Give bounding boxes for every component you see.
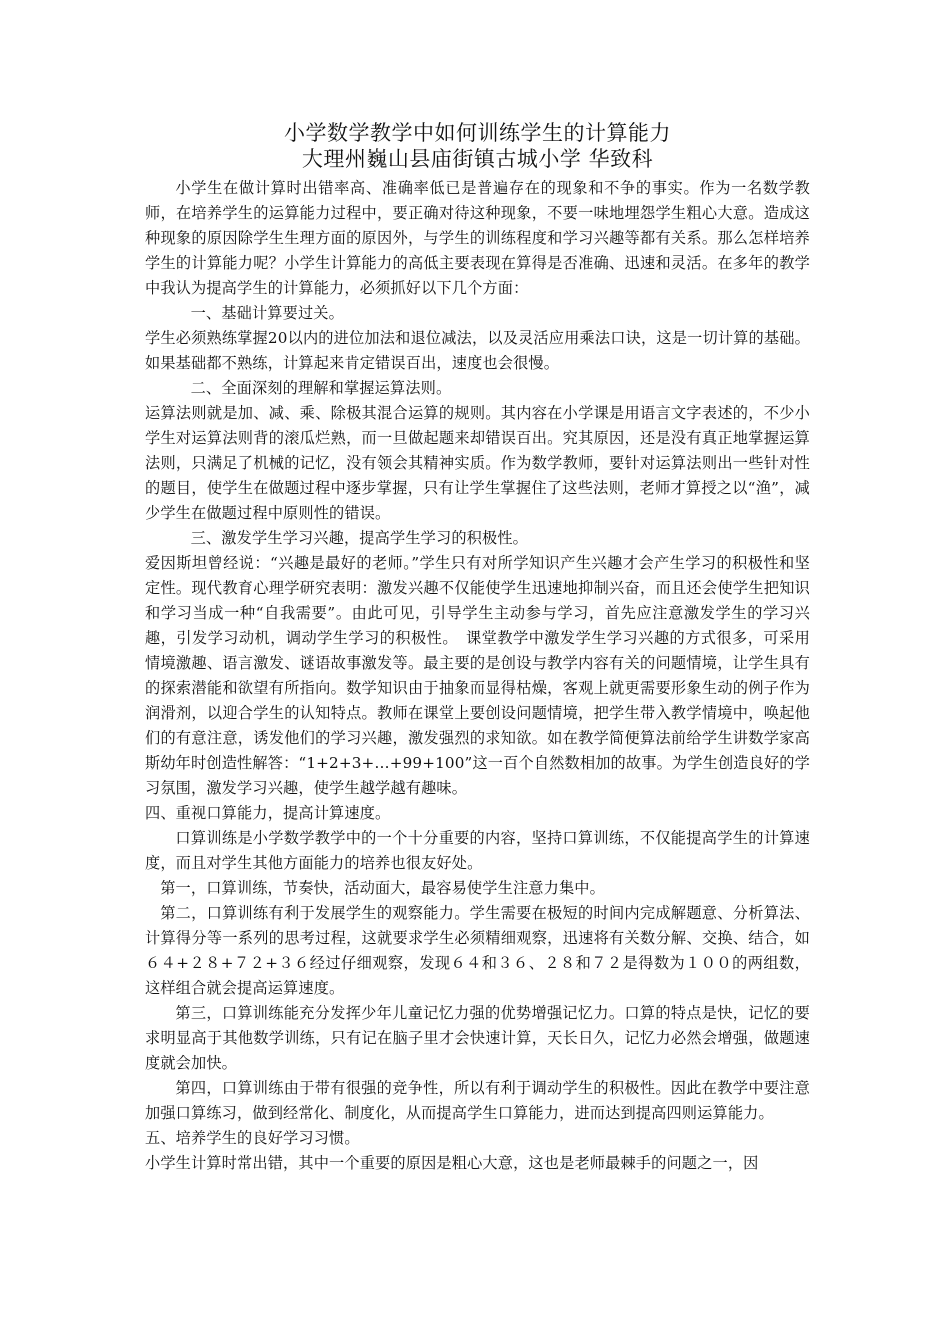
paragraph: 小学生计算时常出错，其中一个重要的原因是粗心大意，这也是老师最棘手的问题之一，因: [145, 1154, 759, 1172]
paragraph: 五、培养学生的良好学习习惯。: [145, 1129, 360, 1147]
document-title: 小学数学教学中如何训练学生的计算能力: [284, 121, 671, 145]
paragraph: 一、基础计算要过关。: [190, 304, 344, 322]
document-page: [145, 120, 810, 1176]
paragraph: 小学生在做计算时出错率高、准确率低已是普遍存在的现象和不争的事实。作为一名数学教师，在培养学生的运算能力过程中，要正确对待这种现象，不要一味地埋怨学生粗心大意。造成这种现象的原因除学生生理方面的原因外，与学生的训练程度和学习兴趣等都有关系。那么怎样培养学生的计算能力呢？小学生计算能力的高低主要表现在算得是否准确、迅速和灵活。在多年的教学中我认为提高学生的计算能力，必须抓好以下几个方面：: [145, 179, 810, 297]
paragraph: 运算法则就是加、减、乘、除极其混合运算的规则。其内容在小学课是用语言文字表述的，不少小学生对运算法则背的滚瓜烂熟，而一旦做起题来却错误百出。究其原因，还是没有真正地掌握运算法则，只满足了机械的记忆，没有领会其精神实质。作为数学教师，要针对运算法则出一些针对性的题目，使学生在做题过程中逐步掌握，只有让学生掌握住了这些法则，老师才算授之以“渔”，减少学生在做题过程中原则性的错误。: [145, 404, 810, 522]
paragraph: 第四，口算训练由于带有很强的竞争性，所以有利于调动学生的积极性。因此在教学中要注意加强口算练习，做到经常化、制度化，从而提高学生口算能力，进而达到提高四则运算能力。: [145, 1079, 810, 1122]
author-line: 大理州巍山县庙街镇古城小学 华致科: [301, 147, 654, 171]
paragraph: 第二，口算训练有利于发展学生的观察能力。学生需要在极短的时间内完成解题意、分析算法、计算得分等一系列的思考过程，这就要求学生必须精细观察，迅速将有关数分解、交换、结合，如６４+２８+７２+３６经过仔细观察，发现６４和３６、２８和７２是得数为１００的两组数，这样组合就会提高运算速度。: [145, 904, 810, 997]
document-body: [145, 176, 810, 1176]
paragraph: 第一，口算训练，节奏快，活动面大，最容易使学生注意力集中。: [160, 879, 605, 897]
paragraph: 二、全面深刻的理解和掌握运算法则。: [190, 379, 452, 397]
paragraph: 爱因斯坦曾经说：“兴趣是最好的老师。”学生只有对所学知识产生兴趣才会产生学习的积极性和坚定性。现代教育心理学研究表明：激发兴趣不仅能使学生迅速地抑制兴奋，而且还会使学生把知识和学习当成一种“自我需要”。由此可见，引导学生主动参与学习，首先应注意激发学生的学习兴趣，引发学习动机，调动学生学习的积极性。 课堂教学中激发学生学习兴趣的方式很多，可采用情境激趣、语言激发、谜语故事激发等。最主要的是创设与教学内容有关的问题情境，让学生具有的探索潜能和欲望有所指向。数学知识由于抽象而显得枯燥，客观上就更需要形象生动的例子作为润滑剂，以迎合学生的认知特点。教师在课堂上要创设问题情境，把学生带入教学情境中，唤起他们的有意注意，诱发他们的学习兴趣，激发强烈的求知欲。如在教学简便算法前给学生讲数学家高斯幼年时创造性解答：“1+2+3+…+99+100”这一百个自然数相加的故事。为学生创造良好的学习氛围，激发学习兴趣，使学生越学越有趣味。: [145, 554, 810, 797]
paragraph: 口算训练是小学数学教学中的一个十分重要的内容，坚持口算训练，不仅能提高学生的计算速度，而且对学生其他方面能力的培养也很友好处。: [145, 829, 810, 872]
paragraph: 学生必须熟练掌握20以内的进位加法和退位减法，以及灵活应用乘法口诀，这是一切计算的基础。如果基础都不熟练，计算起来肯定错误百出，速度也会很慢。: [145, 329, 810, 372]
paragraph: 三、激发学生学习兴趣，提高学生学习的积极性。: [190, 529, 529, 547]
paragraph: 四、重视口算能力，提高计算速度。: [145, 804, 391, 822]
paragraph: 第三，口算训练能充分发挥少年儿童记忆力强的优势增强记忆力。口算的特点是快，记忆的要求明显高于其他数学训练，只有记在脑子里才会快速计算，天长日久，记忆力必然会增强，做题速度就会加快。: [145, 1004, 810, 1072]
